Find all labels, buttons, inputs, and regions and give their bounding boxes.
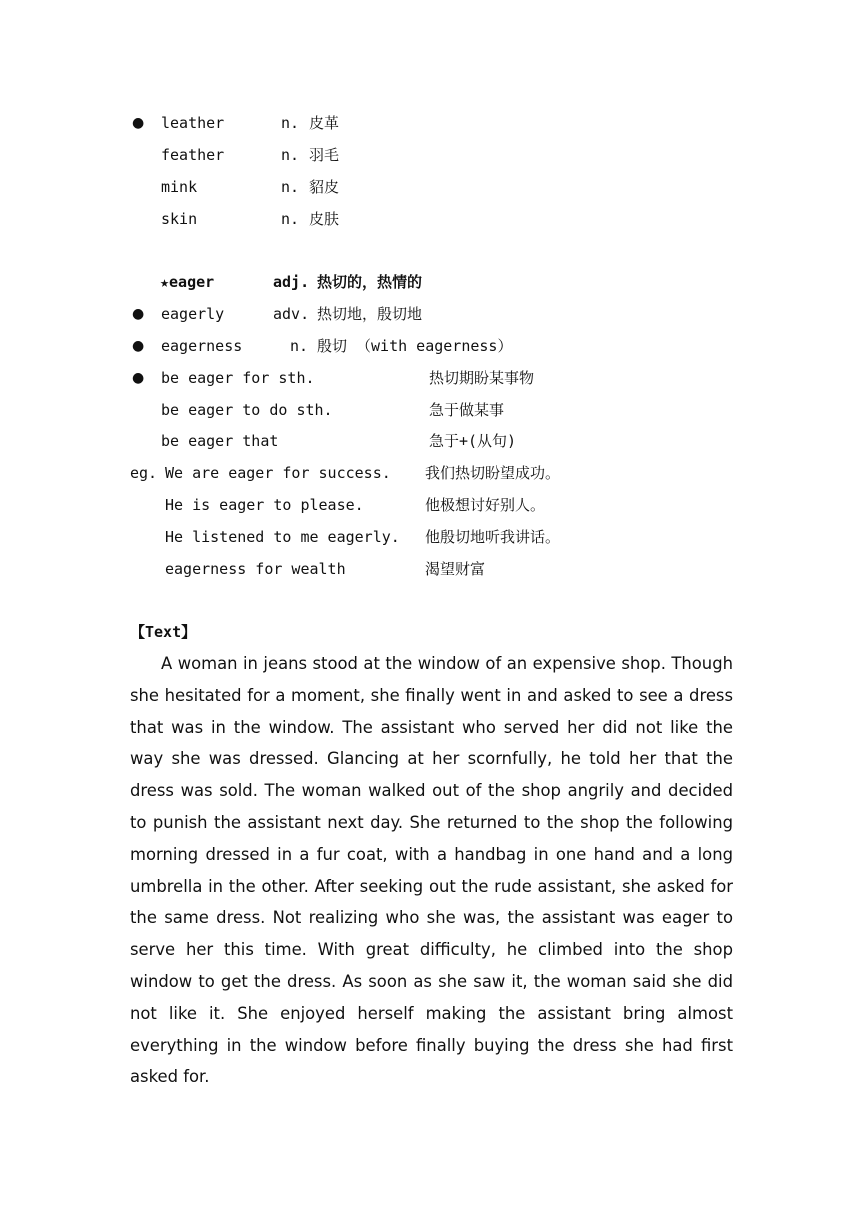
vocab-pos: n. xyxy=(281,210,300,228)
text-heading: 【Text】 xyxy=(130,623,197,641)
vocab-word: leather xyxy=(161,114,225,132)
example-en: He listened to me eagerly. xyxy=(165,528,400,546)
example-zh: 他极想讨好别人。 xyxy=(425,496,546,514)
examples-prefix: eg. xyxy=(130,464,158,482)
derivative-meaning: 殷切 （with eagerness） xyxy=(317,337,513,355)
vocab-meaning: 貂皮 xyxy=(309,178,340,196)
phrase-row xyxy=(0,367,860,389)
example-zh: 我们热切盼望成功。 xyxy=(425,464,561,482)
derivative-word: eagerness xyxy=(161,337,243,355)
phrase-text: be eager that xyxy=(161,432,279,450)
vocab-row xyxy=(0,144,860,166)
phrase-text: be eager to do sth. xyxy=(161,401,333,419)
vocab-row xyxy=(0,176,860,198)
vocab-meaning: 皮革 xyxy=(309,114,340,132)
example-zh: 渴望财富 xyxy=(425,560,486,578)
phrase-row xyxy=(0,399,860,421)
phrase-row xyxy=(0,430,860,452)
example-zh: 他殷切地听我讲话。 xyxy=(425,528,561,546)
example-en: He is eager to please. xyxy=(165,496,364,514)
derivative-row xyxy=(0,303,860,325)
eager-headword-row xyxy=(0,271,860,293)
bullet-icon: ● xyxy=(132,338,145,354)
example-en: eagerness for wealth xyxy=(165,560,346,578)
headword-pos: adj. xyxy=(273,273,310,291)
vocab-pos: n. xyxy=(281,178,300,196)
vocab-row xyxy=(0,208,860,230)
example-row xyxy=(0,558,860,580)
vocab-row xyxy=(0,112,860,134)
vocab-pos: n. xyxy=(281,114,300,132)
bullet-icon: ● xyxy=(132,306,145,322)
vocab-word: mink xyxy=(161,178,198,196)
derivative-word: eagerly xyxy=(161,305,225,323)
bullet-icon: ● xyxy=(132,370,145,386)
derivative-row xyxy=(0,335,860,357)
phrase-meaning: 急于+(从句) xyxy=(429,432,517,450)
vocab-meaning: 皮肤 xyxy=(309,210,340,228)
example-row xyxy=(0,526,860,548)
bullet-icon: ● xyxy=(132,115,145,131)
phrase-meaning: 急于做某事 xyxy=(429,401,505,419)
derivative-pos: adv. xyxy=(273,305,310,323)
example-en: We are eager for success. xyxy=(165,464,391,482)
derivative-meaning: 热切地，殷切地 xyxy=(317,305,423,323)
vocab-word: skin xyxy=(161,210,198,228)
vocab-word: feather xyxy=(161,146,225,164)
vocab-pos: n. xyxy=(281,146,300,164)
phrase-meaning: 热切期盼某事物 xyxy=(429,369,535,387)
vocab-meaning: 羽毛 xyxy=(309,146,340,164)
headword: ★eager xyxy=(160,273,215,291)
example-row xyxy=(0,494,860,516)
derivative-pos: n. xyxy=(290,337,309,355)
headword-meaning: 热切的，热情的 xyxy=(317,273,423,291)
text-body: A woman in jeans stood at the window of an expensive shop. Though she hesitated for a moment, she finally went in and asked to see a dress that was in the window. The assistant who served her did not like the way she was dressed. Glancing at her scornfully, he told her that the dress was sold. The woman walked out of the shop angrily and decided to punish the assistant next day. She returned to the shop the following morning dressed in a fur coat, with a handbag in one hand and a long umbrella in the other. After seeking out the rude assistant, she asked for the same dress. Not realizing who she was, the assistant was eager to serve her this time. With great difficulty, he climbed into the shop window to get the dress. As soon as she saw it, the woman said she did not like it. She enjoyed herself making the assistant bring almost everything in the window before finally buying the dress she had first asked for. xyxy=(130,654,733,1087)
phrase-text: be eager for sth. xyxy=(161,369,315,387)
example-row xyxy=(0,462,860,484)
